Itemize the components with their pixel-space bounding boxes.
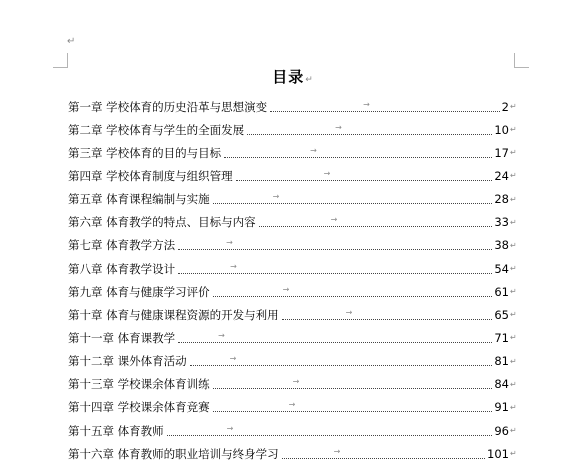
toc-entry[interactable] xyxy=(68,234,518,257)
toc-entry-page-number: 71 xyxy=(494,330,509,345)
toc-entry[interactable] xyxy=(68,257,518,280)
paragraph-mark-icon: ↵ xyxy=(510,356,517,366)
toc-entry-page-number: 91 xyxy=(494,400,509,415)
toc-entry-page-number: 84 xyxy=(494,377,509,392)
toc-entry-page-number: 65 xyxy=(494,307,509,322)
toc-entry[interactable] xyxy=(68,326,518,349)
toc-entry-title: 第十一章 体育课教学 xyxy=(68,330,176,345)
paragraph-mark-icon: ↵ xyxy=(510,402,517,412)
toc-entry-page-number: 17 xyxy=(494,145,509,160)
toc-dot-leader xyxy=(282,446,485,459)
paragraph-mark-icon: ↵ xyxy=(510,102,517,112)
toc-entry[interactable] xyxy=(68,373,518,396)
toc-dot-leader xyxy=(247,122,492,135)
toc-dot-leader xyxy=(213,192,493,204)
toc-entry[interactable] xyxy=(68,188,518,211)
paragraph-mark-icon: ↵ xyxy=(510,148,517,158)
toc-entry-title: 第十五章 体育教师 xyxy=(68,423,164,438)
toc-entry-title: 第十章 体育与健康课程资源的开发与利用 xyxy=(68,307,279,322)
toc-entry[interactable] xyxy=(68,280,518,303)
tab-arrow-icon: → xyxy=(363,99,370,109)
toc-dot-leader xyxy=(259,215,493,227)
toc-dot-leader xyxy=(213,284,493,297)
toc-dot-leader xyxy=(178,261,492,274)
toc-entry[interactable] xyxy=(68,442,518,465)
toc-dot-leader xyxy=(167,423,493,436)
toc-entry-title: 第五章 体育课程编制与实施 xyxy=(68,192,210,207)
toc-entry[interactable] xyxy=(68,95,518,118)
toc-entry-page-number: 54 xyxy=(494,261,509,276)
tab-arrow-icon: → xyxy=(330,215,338,225)
tab-arrow-icon: → xyxy=(345,307,353,317)
toc-entry-page-number: 81 xyxy=(494,354,509,369)
toc-entry-title: 第八章 体育教学设计 xyxy=(68,261,176,276)
tab-arrow-icon: → xyxy=(226,423,234,433)
paragraph-mark-icon: ↵ xyxy=(510,379,517,389)
toc-entry-title: 第十六章 体育教师的职业培训与终身学习 xyxy=(68,446,279,461)
tab-arrow-icon: → xyxy=(292,377,300,387)
toc-dot-leader xyxy=(270,99,500,112)
toc-entry-title: 第七章 体育教学方法 xyxy=(68,238,176,253)
paragraph-mark-icon: ↵ xyxy=(510,194,517,204)
toc-heading xyxy=(0,66,585,91)
toc-entry[interactable] xyxy=(68,118,518,141)
toc-entry-page-number: 101 xyxy=(487,446,509,461)
tab-arrow-icon: → xyxy=(218,330,225,340)
toc-entry-title: 第九章 体育与健康学习评价 xyxy=(68,284,210,299)
toc-dot-leader xyxy=(282,307,493,320)
paragraph-mark-icon: ↵ xyxy=(510,171,517,181)
paragraph-mark-icon: ↵ xyxy=(510,449,517,459)
toc-entry[interactable] xyxy=(68,164,518,187)
paragraph-mark-icon: ↵ xyxy=(510,310,517,320)
toc-entry-page-number: 2 xyxy=(501,99,509,114)
toc-entry-page-number: 61 xyxy=(494,284,509,299)
paragraph-mark-icon: ↵ xyxy=(510,333,517,343)
paragraph-mark-icon: ↵ xyxy=(510,264,517,274)
tab-arrow-icon: → xyxy=(323,168,331,178)
toc-dot-leader xyxy=(236,168,493,181)
toc-dot-leader xyxy=(224,145,492,158)
toc-entry[interactable] xyxy=(68,419,518,442)
toc-entry[interactable] xyxy=(68,350,518,373)
toc-entry-page-number: 10 xyxy=(494,122,509,137)
toc-entry[interactable] xyxy=(68,141,518,164)
toc-entry-title: 第十二章 课外体育活动 xyxy=(68,354,187,369)
tab-arrow-icon: → xyxy=(310,145,317,155)
tab-arrow-icon: → xyxy=(288,400,296,410)
tab-arrow-icon: → xyxy=(282,284,290,294)
toc-entry-title: 第三章 学校体育的目的与目标 xyxy=(68,145,222,160)
paragraph-mark-icon: ↵ xyxy=(305,75,313,85)
toc-dot-leader xyxy=(178,238,492,250)
tab-arrow-icon: → xyxy=(230,261,237,271)
toc-dot-leader xyxy=(213,400,493,412)
paragraph-mark-icon: ↵ xyxy=(67,36,76,47)
toc-entry-page-number: 24 xyxy=(494,168,509,183)
toc-entry-title: 第四章 学校体育制度与组织管理 xyxy=(68,168,233,183)
tab-arrow-icon: → xyxy=(272,192,280,202)
paragraph-mark-icon: ↵ xyxy=(510,217,517,227)
toc-dot-leader xyxy=(213,377,493,389)
paragraph-mark-icon: ↵ xyxy=(510,287,517,297)
tab-arrow-icon: → xyxy=(229,354,237,364)
tab-arrow-icon: → xyxy=(226,238,233,248)
paragraph-mark-icon: ↵ xyxy=(510,426,517,436)
tab-arrow-icon: → xyxy=(333,446,341,456)
toc-entry-title: 第一章 学校体育的历史沿革与思想演变 xyxy=(68,99,268,114)
toc-entry-title: 第十四章 学校课余体育竞赛 xyxy=(68,400,210,415)
tab-arrow-icon: → xyxy=(335,122,342,132)
toc-entry-page-number: 33 xyxy=(494,215,509,230)
toc-entry-title: 第六章 体育教学的特点、目标与内容 xyxy=(68,215,256,230)
paragraph-mark-icon: ↵ xyxy=(510,125,517,135)
toc-entry[interactable] xyxy=(68,303,518,326)
paragraph-mark-icon: ↵ xyxy=(510,240,517,250)
toc-entry-page-number: 38 xyxy=(494,238,509,253)
table-of-contents xyxy=(68,95,518,465)
toc-entry-title: 第十三章 学校课余体育训练 xyxy=(68,377,210,392)
toc-dot-leader xyxy=(190,354,493,366)
toc-entry[interactable] xyxy=(68,396,518,419)
toc-dot-leader xyxy=(178,330,492,343)
toc-entry-page-number: 96 xyxy=(494,423,509,438)
toc-entry-title: 第二章 学校体育与学生的全面发展 xyxy=(68,122,245,137)
toc-entry[interactable] xyxy=(68,211,518,234)
toc-entry-page-number: 28 xyxy=(494,192,509,207)
toc-heading-text: 目录 xyxy=(272,68,305,86)
